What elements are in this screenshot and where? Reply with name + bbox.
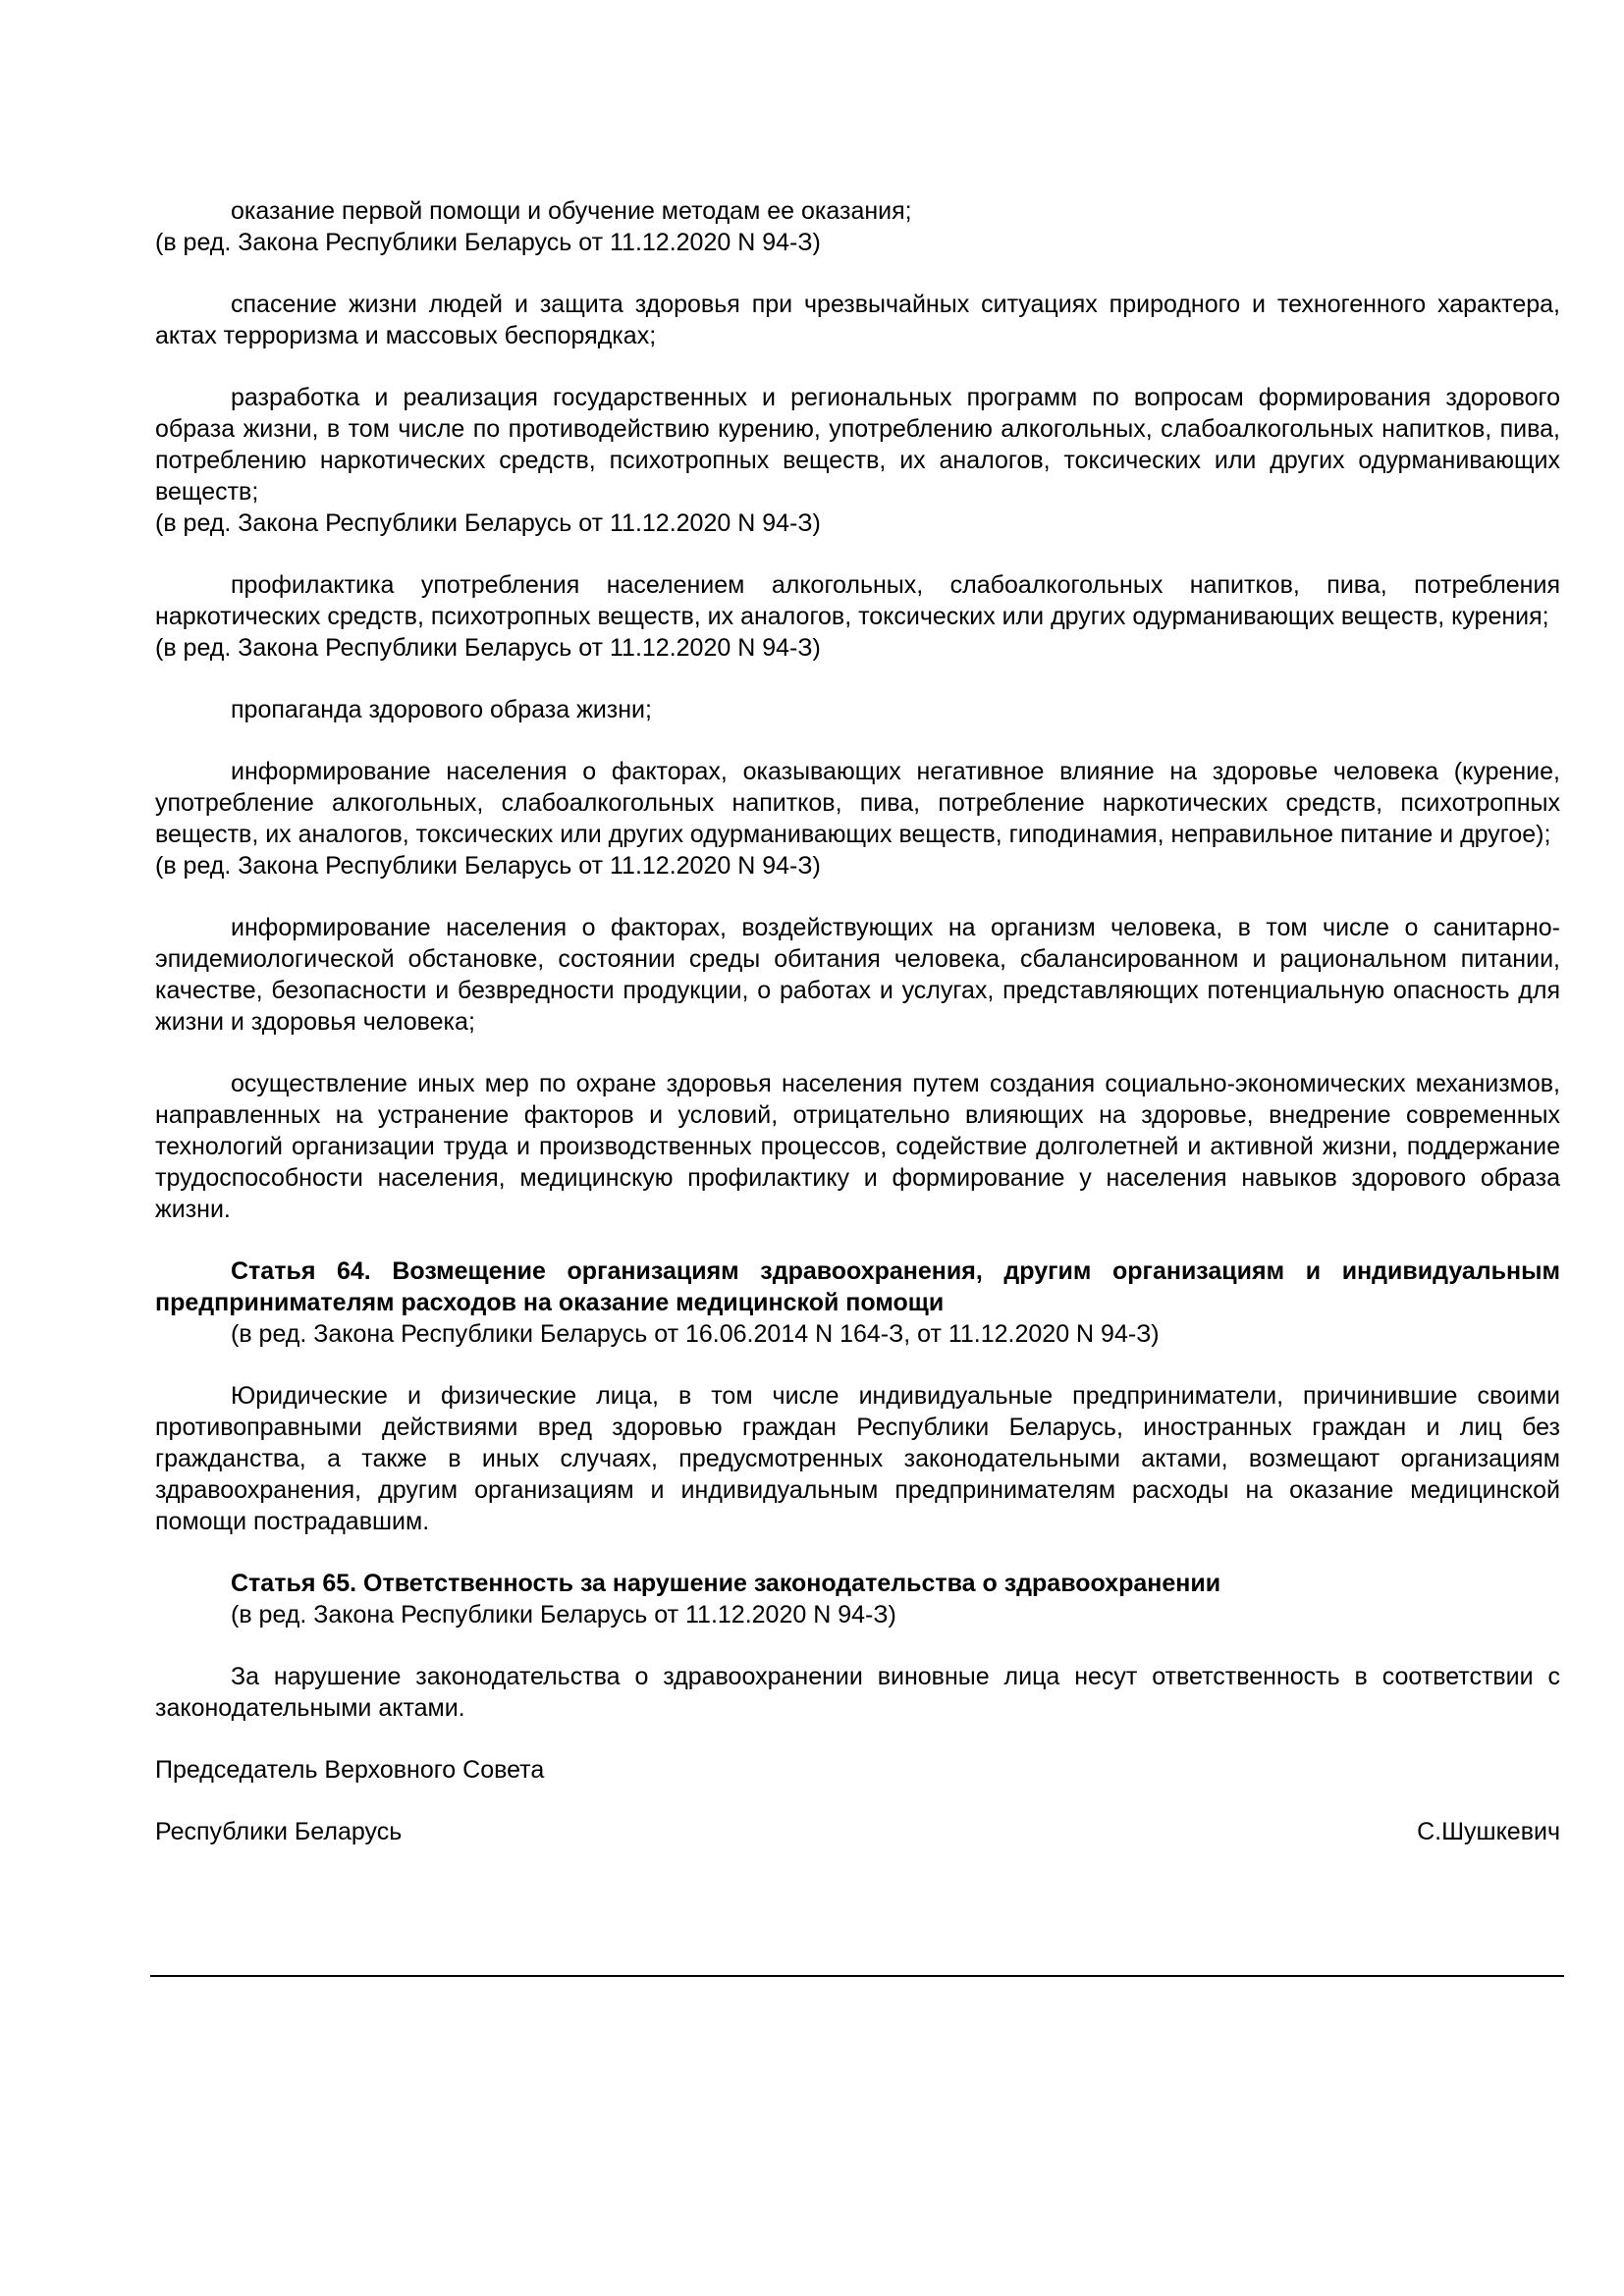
paragraph-programs bbox=[155, 382, 1560, 539]
paragraph-text: Юридические и физические лица, в том числе индивидуальные предприниматели, причинившие своими противоправными действиями вред здоровью граждан Республики Беларусь, иностранных граждан и лиц без гражданства, а также в иных случаях, предусмотренных законодательными актами, возмещают организациям здравоохранения, другим организациям и индивидуальным предпринимателям расходы на оказание медицинской помощи пострадавшим. bbox=[155, 1382, 1560, 1535]
paragraph-first-aid bbox=[155, 195, 1560, 258]
paragraph-text: пропаганда здорового образа жизни; bbox=[231, 696, 652, 723]
paragraph-text: профилактика употребления населением алкогольных, слабоалкогольных напитков, пива, потребления наркотических средств, психотропных веществ, их аналогов, токсических или других одурманивающих веществ, курения; bbox=[155, 571, 1560, 630]
edition-note: (в ред. Закона Республики Беларусь от 11.12.2020 N 94-З) bbox=[155, 509, 821, 537]
article-65-body bbox=[155, 1661, 1560, 1724]
paragraph-informing-factors bbox=[155, 912, 1560, 1038]
paragraph-propaganda bbox=[155, 694, 1560, 725]
paragraph-text: спасение жизни людей и защита здоровья при чрезвычайных ситуациях природного и техногенного характера, актах терроризма и массовых беспорядках; bbox=[155, 291, 1560, 349]
edition-note: (в ред. Закона Республики Беларусь от 11.12.2020 N 94-З) bbox=[155, 852, 821, 880]
paragraph-text: информирование населения о факторах, воздействующих на организм человека, в том числе о санитарно-эпидемиологической обстановке, состоянии среды обитания человека, сбалансированном и рациональном питании, качестве, безопасности и безвредности продукции, о работах и услугах, представляющих потенциальную опасность для жизни и здоровья человека; bbox=[155, 914, 1560, 1036]
paragraph-informing-negative bbox=[155, 756, 1560, 881]
edition-note: (в ред. Закона Республики Беларусь от 16.06.2014 N 164-З, от 11.12.2020 N 94-З) bbox=[231, 1320, 1160, 1348]
paragraph-other-measures bbox=[155, 1068, 1560, 1225]
paragraph-prevention bbox=[155, 569, 1560, 664]
article-64-body bbox=[155, 1380, 1560, 1537]
signatory-name: С.Шушкевич bbox=[1417, 1818, 1560, 1845]
article-title: Статья 64. Возмещение организациям здравоохранения, другим организациям и индивидуальным предпринимателям расходов на оказание медицинской помощи bbox=[155, 1257, 1560, 1316]
article-64-heading bbox=[155, 1255, 1560, 1350]
document-page bbox=[155, 195, 1560, 1847]
signature-row bbox=[155, 1816, 1560, 1847]
article-title: Статья 65. Ответственность за нарушение законодательства о здравоохранении bbox=[231, 1570, 1221, 1597]
paragraph-text: осуществление иных мер по охране здоровья населения путем создания социально-экономических механизмов, направленных на устранение факторов и условий, отрицательно влияющих на здоровье, внедрение современных технологий организации труда и производственных процессов, содействие долголетней и активной жизни, поддержание трудоспособности населения, медицинскую профилактику и формирование у населения навыков здорового образа жизни. bbox=[155, 1070, 1560, 1223]
article-65-heading bbox=[155, 1568, 1560, 1630]
signature-title-line2: Республики Беларусь bbox=[155, 1818, 403, 1845]
edition-note: (в ред. Закона Республики Беларусь от 11.12.2020 N 94-З) bbox=[155, 634, 821, 662]
paragraph-text: информирование населения о факторах, оказывающих негативное влияние на здоровье человека (курение, употребление алкогольных, слабоалкогольных напитков, пива, потребление наркотических средств, психотропных веществ, их аналогов, токсических или других одурманивающих веществ, гиподинамия, неправильное питание и другое); bbox=[155, 758, 1560, 848]
edition-note: (в ред. Закона Республики Беларусь от 11.12.2020 N 94-З) bbox=[155, 229, 821, 256]
paragraph-text: разработка и реализация государственных и региональных программ по вопросам формирования здорового образа жизни, в том числе по противодействию курению, употреблению алкогольных, слабоалкогольных напитков, пива, потреблению наркотических средств, психотропных веществ, их аналогов, токсических или других одурманивающих веществ; bbox=[155, 384, 1560, 506]
footer-divider bbox=[150, 1975, 1564, 1977]
paragraph-text: оказание первой помощи и обучение методам ее оказания; bbox=[231, 197, 912, 225]
paragraph-text: За нарушение законодательства о здравоохранении виновные лица несут ответственность в соответствии с законодательными актами. bbox=[155, 1663, 1560, 1722]
edition-note: (в ред. Закона Республики Беларусь от 11.12.2020 N 94-З) bbox=[231, 1601, 896, 1629]
signature-title-line: Председатель Верховного Совета bbox=[155, 1756, 545, 1784]
paragraph-emergency-rescue bbox=[155, 289, 1560, 351]
